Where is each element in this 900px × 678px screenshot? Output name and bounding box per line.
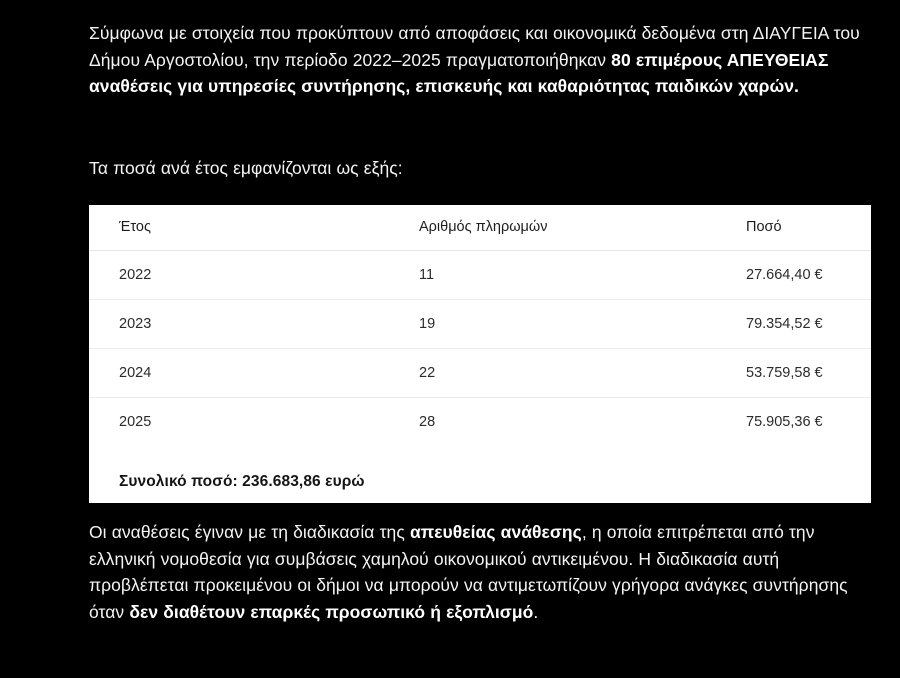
table-row	[89, 397, 871, 446]
cell-year: 2024	[89, 348, 388, 397]
table-row	[89, 299, 871, 348]
cell-amount: 27.664,40 €	[712, 250, 871, 299]
cell-year: 2022	[89, 250, 388, 299]
plain-text: Σύμφωνα με στοιχεία που προκύπτουν από αποφάσεις και οικονομικά δεδομένα στη ΔΙΑΥΓΕΙΑ του Δήμου Αργοστολίου, την περίοδο 2022–2025 πραγματοποιήθηκαν	[89, 23, 860, 70]
table-body	[89, 250, 871, 446]
plain-text: , η οποία επιτρέπεται από την ελληνική νομοθεσία για συμβάσεις χαμηλού οικονομικού αντικειμένου. Η διαδικασία αυτή προβλέπεται προκειμένου οι δήμοι να μπορούν να αντιμετωπίζουν γρήγορα ανάγκες συντήρησης όταν	[89, 522, 848, 622]
intro-paragraph	[89, 20, 871, 100]
cell-payments: 19	[388, 299, 712, 348]
yearly-amounts-table	[89, 205, 871, 446]
closing-paragraph	[89, 519, 871, 625]
cell-year: 2025	[119, 413, 152, 430]
column-header-amount: Ποσό	[712, 205, 871, 250]
table-lead-in-paragraph	[89, 155, 871, 182]
table-row	[89, 250, 871, 299]
table-total-label: Συνολικό ποσό: 236.683,86 ευρώ	[119, 473, 365, 490]
cell-amount: 75.905,36 €	[746, 413, 823, 430]
table-header	[89, 205, 871, 250]
cell-payments: 11	[388, 250, 712, 299]
cell-payments: 28	[419, 413, 436, 430]
plain-text: Τα ποσά ανά έτος εμφανίζονται ως εξής:	[89, 158, 403, 178]
cell-amount: 79.354,52 €	[712, 299, 871, 348]
plain-text: .	[533, 601, 539, 622]
cell-payments: 22	[388, 348, 712, 397]
table-row	[89, 348, 871, 397]
cell-amount: 53.759,58 €	[712, 348, 871, 397]
table-header-row	[89, 205, 871, 250]
plain-text: Οι αναθέσεις έγιναν με τη διαδικασία της	[89, 522, 410, 542]
emphasis-text: δεν διαθέτουν επαρκές προσωπικό ή εξοπλισμό	[129, 601, 534, 622]
cell-year: 2023	[89, 299, 388, 348]
column-header-year: Έτος	[89, 205, 388, 250]
yearly-amounts-table-card	[89, 205, 871, 503]
emphasis-text: 80 επιμέρους ΑΠΕΥΘΕΙΑΣ αναθέσεις για υπηρεσίες συντήρησης, επισκευής και καθαριότητας παιδικών χαρών.	[89, 49, 829, 96]
emphasis-text: απευθείας ανάθεσης	[409, 522, 582, 542]
column-header-payments: Αριθμός πληρωμών	[388, 205, 712, 250]
